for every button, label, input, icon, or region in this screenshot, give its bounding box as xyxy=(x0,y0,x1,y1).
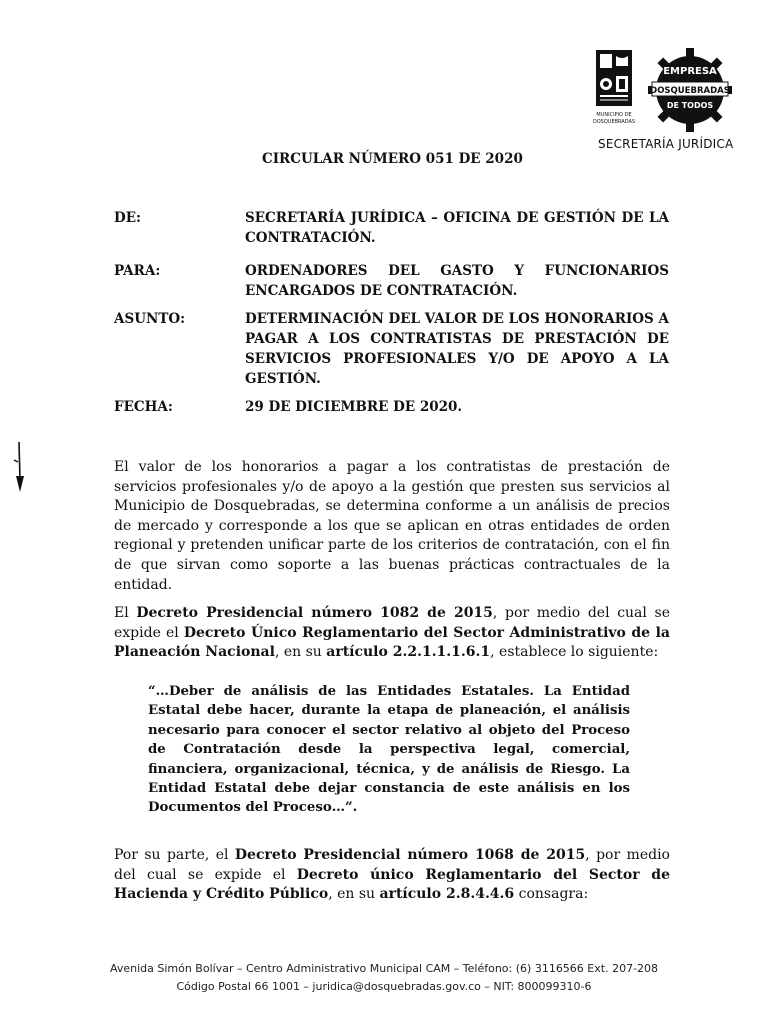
quoted-article: “…Deber de análisis de las Entidades Estatales. La Entidad Estatal debe hacer, durante la etapa de planeación, el análisis necesario para conocer el sector relativo al objeto del Proceso de Contratación desde la perspectiva legal, comercial, financiera, organizacional, técnica, y de análisis de Riesgo. La Entidad Estatal debe dejar constancia de este análisis en los Documentos del Proceso…”. xyxy=(148,684,630,816)
margin-ink-mark xyxy=(10,440,30,496)
p2-decreto-1082: Decreto Presidencial número 1082 de 2015 xyxy=(136,605,493,621)
paragraph-1: El valor de los honorarios a pagar a los contratistas de prestación de servicios profesionales y/o de apoyo a la gestión que presten sus servicios al Municipio de Dosquebradas, se determina conforme a un análisis de precios de mercado y corresponde a los que se aplican en otras entidades de orden regional y pretenden unificar parte de los criterios de contratación, con el fin de que sirvan como soporte a las buenas prácticas contractuales de la entidad. xyxy=(114,459,670,593)
p3-decreto-1068: Decreto Presidencial número 1068 de 2015 xyxy=(234,847,586,863)
paragraph-3 xyxy=(114,846,670,905)
svg-text:DOSQUEBRADAS: DOSQUEBRADAS xyxy=(592,119,636,125)
svg-text:MUNICIPIO DE: MUNICIPIO DE xyxy=(596,112,632,118)
meta-asunto-value: DETERMINACIÓN DEL VALOR DE LOS HONORARIOS A PAGAR A LOS CONTRATISTAS DE PRESTACIÓN DE SERVICIOS PROFESIONALES Y/O DE APOYO A LA GESTIÓN. xyxy=(245,311,669,387)
municipio-logo xyxy=(590,48,642,130)
p3-decreto-unico: Decreto único Reglamentario del Sector de Hacienda y Crédito Público xyxy=(114,866,670,903)
footer-address: Avenida Simón Bolívar – Centro Administrativo Municipal CAM – Teléfono: (6) 3116566 Ext. 207-208 xyxy=(109,962,659,975)
p3-text-4: consagra: xyxy=(514,886,589,903)
meta-fecha-value: 29 DE DICIEMBRE DE 2020. xyxy=(245,399,463,415)
meta-para-value: ORDENADORES DEL GASTO Y FUNCIONARIOS ENCARGADOS DE CONTRATACIÓN. xyxy=(245,263,669,299)
p2-text-2: , por medio del cual se expide el xyxy=(114,605,670,641)
p3-text-2: , por medio del cual se expide el xyxy=(114,847,670,883)
p2-decreto-unico: Decreto Único Reglamentario del Sector Administrativo de la Planeación Nacional xyxy=(114,624,670,661)
paragraph-2 xyxy=(114,604,670,663)
p2-text-4: , establece lo siguiente: xyxy=(490,644,659,661)
empresa-logo xyxy=(646,46,734,134)
p3-articulo: artículo 2.8.4.4.6 xyxy=(379,886,515,903)
meta-de-label: DE: xyxy=(114,210,141,226)
svg-text:EMPRESA: EMPRESA xyxy=(663,66,717,77)
p3-text-3: , en su xyxy=(328,886,380,903)
svg-text:DOSQUEBRADAS: DOSQUEBRADAS xyxy=(650,86,730,96)
meta-para-label: PARA: xyxy=(114,263,161,279)
p3-text-1: Por su parte, el xyxy=(114,847,235,863)
svg-text:DE TODOS: DE TODOS xyxy=(666,101,714,110)
p2-text-1: El xyxy=(114,605,137,621)
header-secretaria: SECRETARÍA JURÍDICA xyxy=(598,137,734,151)
footer-contact: Código Postal 66 1001 – juridica@dosquebradas.gov.co – NIT: 800099310-6 xyxy=(176,980,592,993)
meta-fecha-label: FECHA: xyxy=(114,399,173,415)
p2-text-3: , en su xyxy=(274,644,327,661)
p2-articulo: artículo 2.2.1.1.1.6.1 xyxy=(326,644,491,661)
meta-asunto-label: ASUNTO: xyxy=(114,311,186,327)
meta-de-value: SECRETARÍA JURÍDICA – OFICINA DE GESTIÓN DE LA CONTRATACIÓN. xyxy=(245,210,669,246)
document-title: CIRCULAR NÚMERO 051 DE 2020 xyxy=(262,151,523,167)
